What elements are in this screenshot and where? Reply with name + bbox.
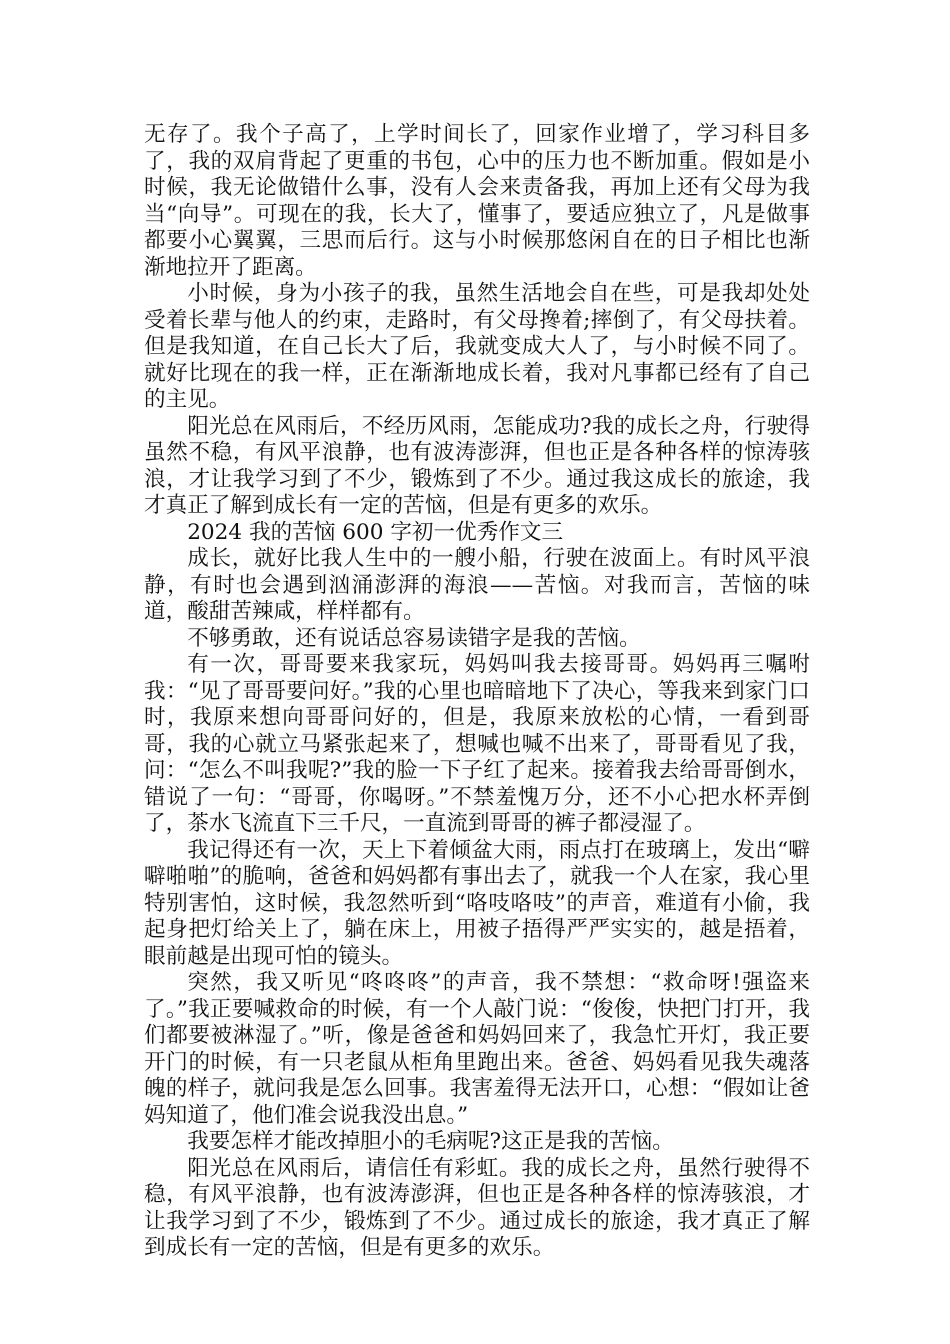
document-body: [144, 122, 810, 1262]
paragraph-not-brave: 不够勇敢，还有说话总容易读错字是我的苦恼。: [187, 625, 641, 651]
paragraph-conclusion: 阳光总在风雨后，请信任有彩虹。我的成长之舟，虽然行驶得不稳，有风平浪静，也有波涛澎湃，但也正是各种各样的惊涛骇浪，才让我学习到了不少，锻炼到了不少。通过成长的旅途，我才真正了解到成长有一定的苦恼，但是有更多的欢乐。: [144, 1155, 810, 1260]
paragraph-my-worry: 我要怎样才能改掉胆小的毛病呢?这正是我的苦恼。: [187, 1129, 674, 1154]
paragraph-sunshine-after-rain: 阳光总在风雨后，不经历风雨，怎能成功?我的成长之舟，行驶得虽然不稳，有风平浪静，也有波涛澎湃，但也正是各种各样的惊涛骇浪，才让我学习到了不少，锻炼到了不少。通过我这成长的旅途，我才真正了解到成长有一定的苦恼，但是有更多的欢乐。: [144, 413, 810, 518]
paragraph-childhood: 小时候，身为小孩子的我，虽然生活地会自在些，可是我却处处受着长辈与他人的约束，走路时，有父母搀着;摔倒了，有父母扶着。但是我知道，在自己长大了后，我就变成大人了，与小时候不同了。就好比现在的我一样，正在渐渐地成长着，我对凡事都已经有了自己的主见。: [144, 281, 810, 412]
paragraph-brother-visit: 有一次，哥哥要来我家玩，妈妈叫我去接哥哥。妈妈再三嘱咐我：“见了哥哥要问好。”我的心里也暗暗地下了决心，等我来到家门口时，我原来想向哥哥问好的，但是，我原来放松的心情，一看到哥哥，我的心就立马紧张起来了，想喊也喊不出来了，哥哥看见了我，问：“怎么不叫我呢?”我的脸一下子红了起来。接着我去给哥哥倒水，错说了一句：“哥哥，你喝呀。”不禁羞愧万分，还不小心把水杯弄倒了，茶水飞流直下三千尺，一直流到哥哥的裤子都浸湿了。: [144, 652, 810, 836]
essay-title: 2024 我的苦恼 600 字初一优秀作文三: [187, 519, 564, 545]
paragraph-continued-intro: 无存了。我个子高了，上学时间长了，回家作业增了，学习科目多了，我的双肩背起了更重的书包，心中的压力也不断加重。假如是小时候，我无论做错什么事，没有人会来责备我，再加上还有父母为我当“向导”。可现在的我，长大了，懂事了，要适应独立了，凡是做事都要小心翼翼，三思而后行。这与小时候那悠闲自在的日子相比也渐渐地拉开了距离。: [144, 122, 810, 280]
paragraph-growth-boat: 成长，就好比我人生中的一艘小船，行驶在波面上。有时风平浪静，有时也会遇到汹涌澎湃的海浪——苦恼。对我而言，苦恼的味道，酸甜苦辣咸，样样都有。: [144, 546, 810, 624]
paragraph-rainy-night: 我记得还有一次，天上下着倾盆大雨，雨点打在玻璃上，发出“噼噼啪啪”的脆响，爸爸和妈妈都有事出去了，就我一个人在家，我心里特别害怕，这时候，我忽然听到“咯吱咯吱”的声音，难道有小偷，我起身把灯给关上了，躺在床上，用被子捂得严严实实的，越是捂着，眼前越是出现可怕的镜头。: [144, 837, 810, 969]
paragraph-knocking: 突然，我又听见“咚咚咚”的声音，我不禁想：“救命呀!强盗来了。”我正要喊救命的时候，有一个人敲门说：“俊俊，快把门打开，我们都要被淋湿了。”听，像是爸爸和妈妈回来了，我急忙开灯，我正要开门的时候，有一只老鼠从柜角里跑出来。爸爸、妈妈看见我失魂落魄的样子，就问我是怎么回事。我害羞得无法开口，心想：“假如让爸妈知道了，他们准会说我没出息。”: [144, 970, 810, 1128]
